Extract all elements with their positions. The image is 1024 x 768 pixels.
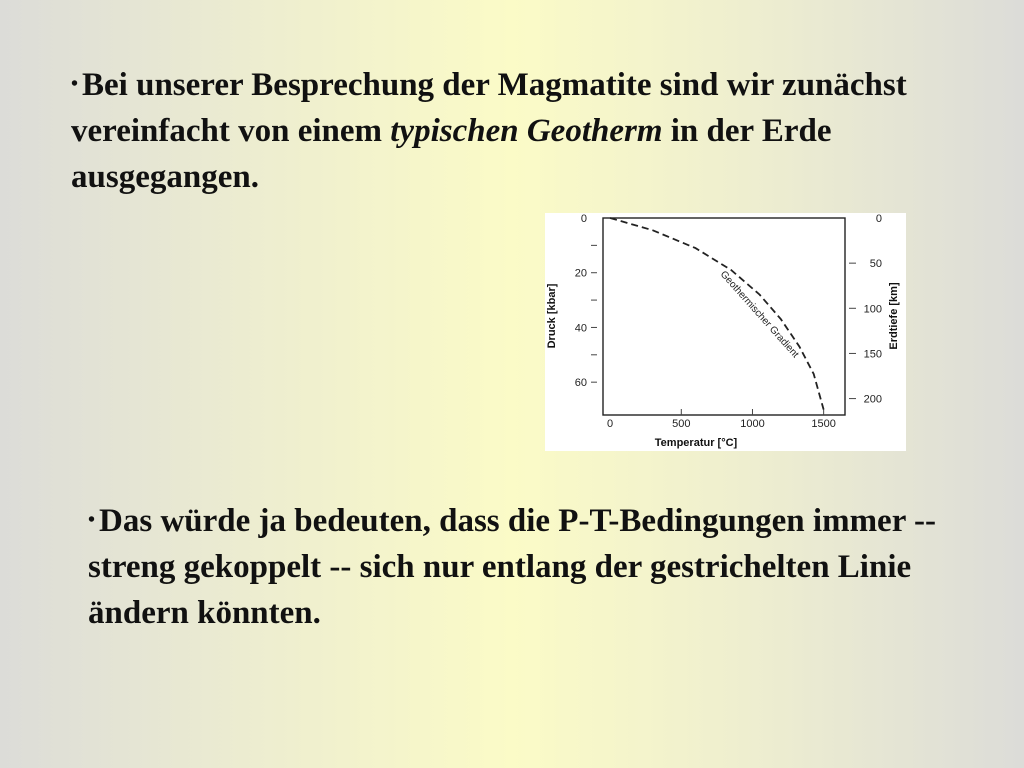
x-tick-label: 500 bbox=[672, 418, 691, 430]
y-tick-label: 60 bbox=[574, 377, 587, 390]
y2-tick-label: 0 bbox=[875, 213, 882, 225]
geotherm-curve bbox=[610, 218, 824, 410]
y-tick-label: 0 bbox=[580, 213, 587, 225]
y2-tick-label: 100 bbox=[863, 303, 882, 316]
bullet-paragraph-1 bbox=[71, 61, 971, 200]
bullet-paragraph-2 bbox=[88, 497, 988, 636]
x-axis-label: Temperatur [°C] bbox=[654, 437, 738, 449]
y2-axis-label: Erdtiefe [km] bbox=[888, 282, 900, 350]
para1-text-1: Bei unserer Besprechung der Magmatite sind wir zunächst vereinfacht von einem bbox=[71, 67, 907, 149]
y-tick-label: 20 bbox=[574, 267, 587, 280]
y2-tick-label: 150 bbox=[863, 348, 882, 361]
para1-text-2: in der Erde ausgegangen. bbox=[71, 113, 832, 195]
bullet-dot: • bbox=[71, 73, 79, 95]
bullet-dot: • bbox=[88, 509, 96, 531]
para2-text: Das würde ja bedeuten, dass die P-T-Bedingungen immer -- streng gekoppelt -- sich nur entlang der gestrichelten Linie ändern könnten. bbox=[88, 503, 936, 631]
x-tick-label: 1000 bbox=[740, 418, 765, 430]
para1-italic-term: typischen Geotherm bbox=[390, 113, 663, 149]
x-tick-label: 0 bbox=[607, 418, 614, 430]
y2-tick-label: 50 bbox=[869, 258, 882, 271]
x-tick-label: 1500 bbox=[811, 418, 836, 430]
y-axis-label: Druck [kbar] bbox=[546, 283, 558, 349]
y-tick-label: 40 bbox=[574, 322, 587, 335]
plot-frame bbox=[603, 218, 845, 415]
y2-tick-label: 200 bbox=[863, 393, 882, 406]
geotherm-chart bbox=[545, 213, 906, 451]
curve-label: Geothermischer Gradient bbox=[717, 269, 801, 361]
geotherm-figure bbox=[545, 213, 906, 451]
